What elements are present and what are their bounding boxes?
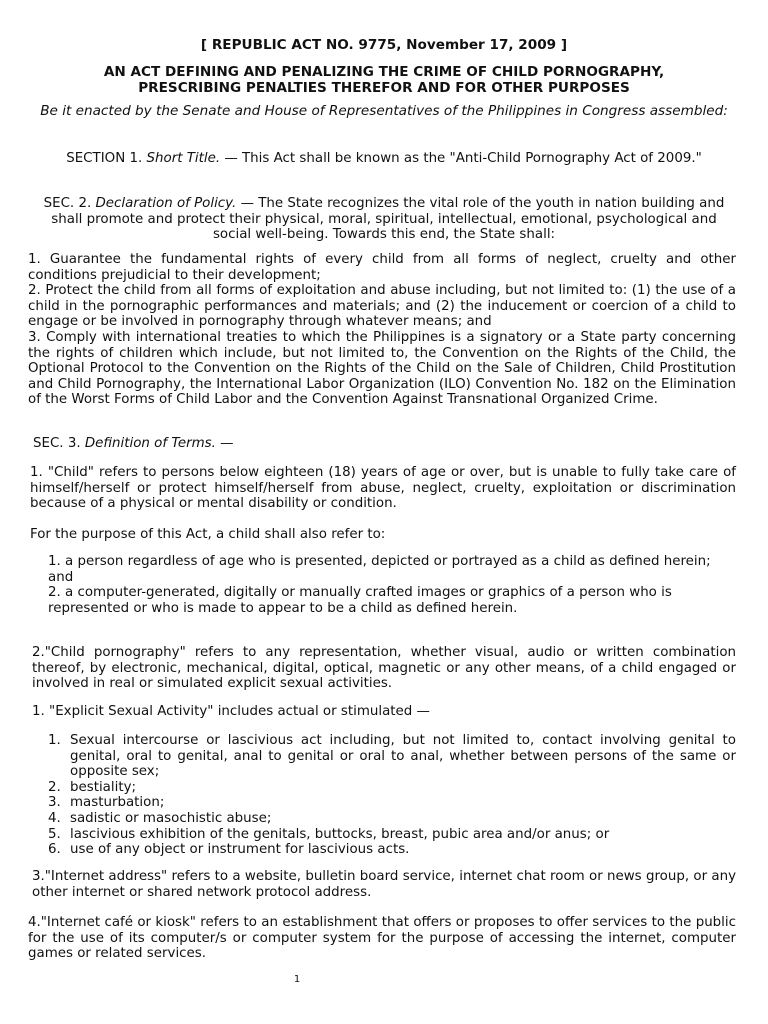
list-item-text: sadistic or masochistic abuse; [70, 810, 272, 826]
section-1-text: — This Act shall be known as the "Anti-Child Pornography Act of 2009." [220, 151, 702, 166]
section-3-heading-line [33, 436, 433, 452]
child-sub-list [48, 554, 736, 616]
list-item-number: 6. [48, 842, 61, 858]
list-item [48, 827, 736, 843]
list-item-text: use of any object or instrument for lascivious acts. [70, 842, 410, 858]
section-3-heading: Definition of Terms. [84, 436, 216, 451]
act-title-line-2: PRESCRIBING PENALTIES THEREFOR AND FOR OTHER PURPOSES [138, 79, 630, 96]
list-item-text: lascivious exhibition of the genitals, buttocks, breast, pubic area and/or anus; or [70, 826, 610, 842]
section-3-prefix: SEC. 3. [33, 436, 85, 451]
definition-child: 1. "Child" refers to persons below eighteen (18) years of age or over, but is unable to fully take care of himself/herself or protect himself/herself from abuse, neglect, cruelty, exploitation or discrimination because of a physical or mental disability or condition. [30, 465, 736, 512]
list-item-text: Sexual intercourse or lascivious act including, but not limited to, contact involving genital to genital, oral to genital, anal to genital or oral to anal, whether between persons of the same or opposite sex; [70, 733, 736, 780]
act-header: [ REPUBLIC ACT NO. 9775, November 17, 2009 ] [200, 37, 568, 53]
section-2-item: 3. Comply with international treaties to which the Philippines is a signatory or a State party concerning the rights of children which include, but not limited to, the Convention on the Rights of the Child, the Optional Protocol to the Convention on the Rights of the Child on the Sale of Children, Child Prostitution and Child Pornography, the International Labor Organization (ILO) Convention No. 182 on the Elimination of the Worst Forms of Child Labor and the Convention Against Transnational Organized Crime. [28, 329, 736, 408]
child-sub-item: 1. a person regardless of age who is presented, depicted or portrayed as a child as defined herein; and [48, 554, 711, 585]
page-number: 1 [293, 974, 301, 985]
explicit-sexual-activity-list [48, 733, 736, 858]
enacting-clause: Be it enacted by the Senate and House of Representatives of the Philippines in Congress assembled: [40, 103, 728, 119]
purpose-line: For the purpose of this Act, a child shall also refer to: [30, 527, 386, 542]
list-item-number: 1. [48, 733, 61, 748]
section-2 [40, 196, 728, 243]
section-2-text: — The State recognizes the vital role of the youth in nation building and shall promote and protect their physical, moral, spiritual, intellectual, emotional, psychological and social well-being. Towards this end, the State shall: [51, 196, 725, 243]
definition-internet-address: 3."Internet address" refers to a website, bulletin board service, internet chat room or news group, or any other internet or shared network protocol address. [32, 869, 736, 900]
section-2-list [28, 252, 736, 408]
list-item-text: masturbation; [70, 795, 165, 811]
section-2-prefix: SEC. 2. [43, 196, 96, 211]
explicit-sexual-activity-intro: 1. "Explicit Sexual Activity" includes actual or stimulated — [32, 704, 430, 719]
section-1-prefix: SECTION 1. [66, 151, 147, 166]
list-item-text: bestiality; [70, 779, 137, 795]
section-1 [40, 151, 728, 167]
list-item [48, 842, 736, 858]
list-item-number: 5. [48, 826, 61, 842]
section-2-item: 2. Protect the child from all forms of exploitation and abuse including, but not limited to: (1) the use of a child in the pornographic performances and materials; and (2) the inducement or coercion of a child to engage or be involved in pornography through whatever means; and [28, 283, 736, 330]
section-2-heading: Declaration of Policy. [95, 196, 237, 211]
list-item-number: 2. [48, 779, 61, 795]
section-1-heading: Short Title. [146, 151, 221, 166]
list-item [48, 795, 736, 811]
list-item [48, 780, 736, 796]
definition-internet-cafe: 4."Internet café or kiosk" refers to an establishment that offers or proposes to offer services to the public for the use of its computer/s or computer system for the purpose of accessing the internet, computer games or related services. [28, 915, 736, 962]
list-item-number: 3. [48, 795, 61, 811]
child-sub-item: 2. a computer-generated, digitally or manually crafted images or graphics of a person who is represented or who is made to appear to be a child as defined herein. [48, 585, 672, 616]
act-title [60, 65, 708, 96]
list-item-number: 4. [48, 810, 61, 826]
list-item [48, 811, 736, 827]
section-3-suffix: — [215, 436, 234, 451]
act-title-line-1: AN ACT DEFINING AND PENALIZING THE CRIME OF CHILD PORNOGRAPHY, [103, 64, 665, 80]
section-2-item: 1. Guarantee the fundamental rights of every child from all forms of neglect, cruelty and other conditions prejudicial to their development; [28, 252, 736, 283]
list-item [48, 733, 736, 780]
definition-child-pornography: 2."Child pornography" refers to any representation, whether visual, audio or written combination thereof, by electronic, mechanical, digital, optical, magnetic or any other means, of a child engaged or involved in real or simulated explicit sexual activities. [32, 645, 736, 692]
